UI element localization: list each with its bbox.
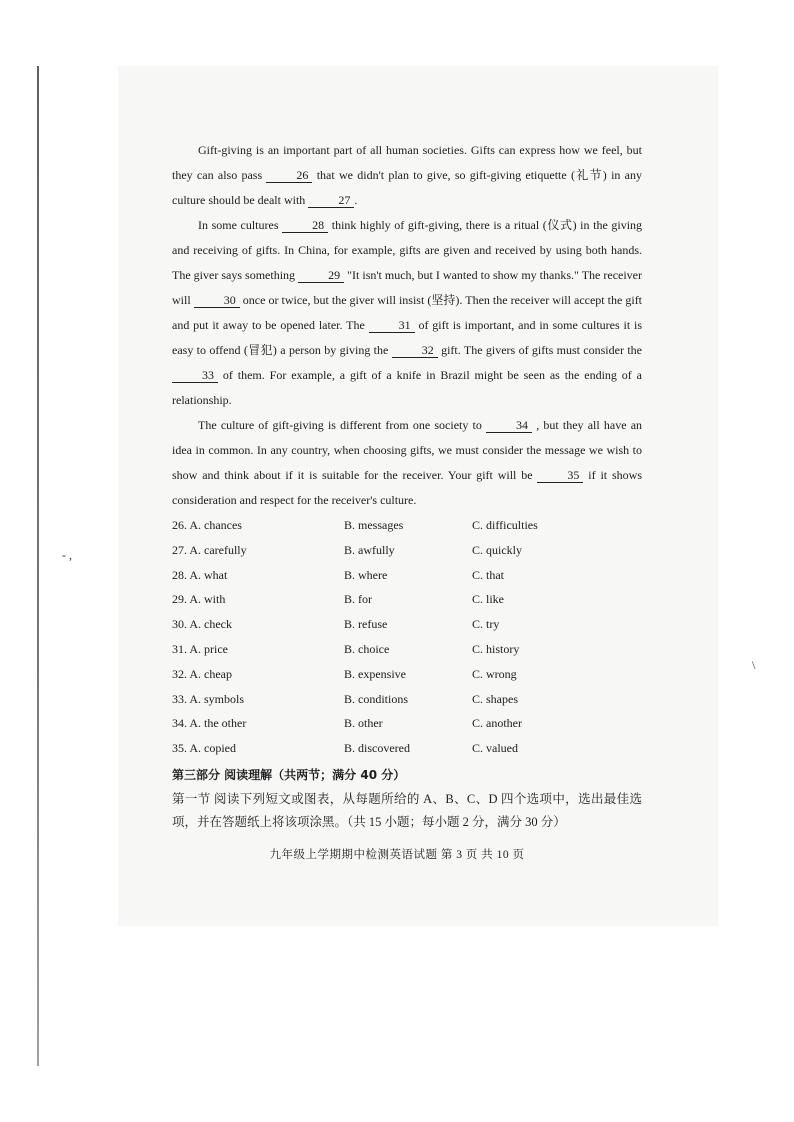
blank-29: 29 <box>298 268 344 283</box>
blank-35: 35 <box>537 468 583 483</box>
option-b: B. where <box>344 567 388 582</box>
option-a: 30. A. check <box>172 617 232 632</box>
blank-26: 26 <box>266 168 312 183</box>
option-a: 32. A. cheap <box>172 666 232 681</box>
option-b: B. conditions <box>344 691 409 706</box>
option-b: B. other <box>344 716 383 731</box>
scan-edge-line <box>37 66 39 1066</box>
option-row-33 <box>172 687 642 712</box>
option-a: 34. A. the other <box>172 716 247 731</box>
option-c: C. valued <box>472 741 518 756</box>
option-row-30 <box>172 612 642 637</box>
scan-speck: \ <box>752 658 756 672</box>
option-row-27 <box>172 538 642 563</box>
option-a: 33. A. symbols <box>172 691 245 706</box>
option-c: C. another <box>472 716 522 731</box>
blank-30: 30 <box>194 293 240 308</box>
option-c: C. that <box>472 567 504 582</box>
passage-paragraph-2: In some cultures 28 think highly of gift-giving, there is a ritual (仪式) in the giving and receiving of gifts. In China, for example, gifts are given and received by using both hands. The giver says something 29 "It isn't much, but I wanted to show my thanks." The receiver will 30 once or twice, but the giver will insist (坚持). Then the receiver will accept the gift and put it away to be opened later. The 31 of gift is important, and in some cultures it is easy to offend (冒犯) a person by giving the 32 gift. The givers of gifts must consider the 33 of them. For example, a gift of a knife in Brazil might be seen as the ending of a relationship. <box>172 218 643 407</box>
option-row-32 <box>172 662 642 687</box>
option-c: C. shapes <box>472 691 518 706</box>
option-row-28 <box>172 563 642 588</box>
option-c: C. like <box>472 592 504 607</box>
option-b: B. refuse <box>344 617 388 632</box>
blank-34: 34 <box>486 418 532 433</box>
blank-27: 27 <box>308 193 354 208</box>
option-b: B. for <box>344 592 372 607</box>
option-row-34 <box>172 711 642 736</box>
option-a: 26. A. chances <box>172 518 242 532</box>
option-a: 31. A. price <box>172 641 228 656</box>
option-b: B. awfully <box>344 542 395 557</box>
cloze-section <box>172 138 642 834</box>
option-a: 27. A. carefully <box>172 542 247 557</box>
answer-options <box>172 513 642 761</box>
section-title: 第三部分 阅读理解（共两节；满分 40 分） <box>172 767 406 782</box>
passage-paragraph-1: Gift-giving is an important part of all human societies. Gifts can express how we feel, but they can also pass 26 that we didn't plan to give, so gift-giving etiquette (礼节) in any culture should be dealt with 27 . <box>172 143 643 207</box>
option-row-35 <box>172 736 642 761</box>
option-row-29 <box>172 587 642 612</box>
blank-32: 32 <box>392 343 438 358</box>
option-c: C. history <box>472 641 520 656</box>
blank-28: 28 <box>282 218 328 233</box>
option-c: C. wrong <box>472 666 517 681</box>
option-a: 29. A. with <box>172 592 226 607</box>
blank-33: 33 <box>172 368 218 383</box>
blank-31: 31 <box>369 318 415 333</box>
option-c: C. try <box>472 617 500 632</box>
page-footer: 九年级上学期期中检测英语试题 第 3 页 共 10 页 <box>269 849 525 861</box>
option-c: C. difficulties <box>472 518 538 532</box>
option-row-31 <box>172 637 642 662</box>
section-instruction: 第一节 阅读下列短文或图表，从每题所给的 A、B、C、D 四个选项中，选出最佳选项，并在答题纸上将该项涂黑。（共 15 小题；每小题 2 分，满分 30 分） <box>172 791 642 829</box>
option-b: B. discovered <box>344 741 410 756</box>
option-a: 28. A. what <box>172 567 228 582</box>
option-b: B. expensive <box>344 666 406 681</box>
passage-paragraph-3: The culture of gift-giving is different from one society to 34 , but they all have an idea in common. In any country, when choosing gifts, we must consider the message we wish to show and think about if it is suitable for the receiver. Your gift will be 35 if it shows consideration and respect for the receiver's culture. <box>172 418 643 507</box>
option-a: 35. A. copied <box>172 741 236 756</box>
option-b: B. choice <box>344 641 390 656</box>
option-row-26 <box>172 513 642 538</box>
option-c: C. quickly <box>472 542 522 557</box>
option-b: B. messages <box>344 518 404 532</box>
scan-speck: - , <box>62 548 72 562</box>
